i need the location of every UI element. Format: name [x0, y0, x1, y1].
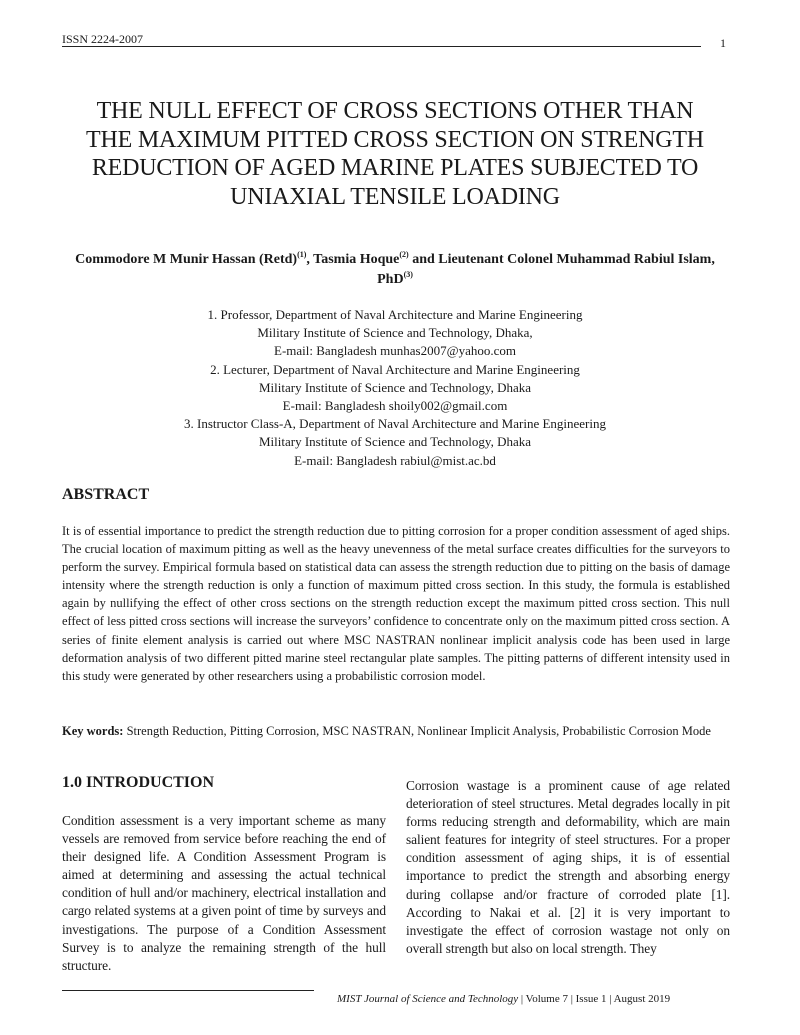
issn-header: ISSN 2224-2007 [62, 32, 144, 46]
affiliation-line: 1. Professor, Department of Naval Architecture and Marine Engineering [207, 307, 583, 322]
introduction-right-column: Corrosion wastage is a prominent cause of age related deterioration of steel structures. Metal degrades locally in pit forms reducing strength and deformability, which are main salient features for integrity of steel structures. For a proper condition assessment of aging ships, it is of essential importance to predict the strength and absorbing energy during collapse and/or fracture of corroded plate [1]. According to Nakai et al. [2] it is very important to investigate the effect of corrosion wastage not only on overall strength but also on local strength. They [406, 778, 730, 956]
author-separator: , [306, 252, 314, 267]
keywords-text: Strength Reduction, Pitting Corrosion, MSC NASTRAN, Nonlinear Implicit Analysis, Probabilistic Corrosion Mode [123, 724, 711, 738]
title-line: THE MAXIMUM PITTED CROSS SECTION ON STRENGTH [86, 126, 704, 153]
author-name: Lieutenant Colonel Muhammad Rabiul Islam, PhD [377, 252, 715, 287]
author-list [70, 250, 720, 290]
affiliations [90, 306, 700, 470]
abstract-text: It is of essential importance to predict the strength reduction due to pitting corrosion for a proper condition assessment of aged ships. The crucial location of maximum pitting as well as the heavy unevenness of the metal surface creates difficulties for the surveyors to perform the survey. Empirical formula based on statistical data can assess the strength reduction due to pitting on the basis of damage intensity where the strength reduction is only a function of maximum pitted cross section. In this study, the formula is established again by nullifying the effect of other cross sections on the strength reduction except the maximum pitted cross section. This null effect of less pitted cross sections will increase the surveyors’ confidence to concentrate only on the maximum pitted cross section. A series of finite element analysis is carried out where MSC NASTRAN nonlinear implicit analysis code has been used in large deformation analysis of two different pitted marine steel rectangular plate samples. The pitting patterns of different intensity used in this study were generated by other researchers using a probabilistic corrosion model. [62, 524, 730, 683]
footer-rule [62, 990, 314, 991]
introduction-heading: 1.0 INTRODUCTION [62, 774, 215, 791]
keywords-label: Key words: [62, 724, 124, 738]
page-number: 1 [720, 36, 726, 50]
author-name: Commodore M Munir Hassan (Retd) [75, 252, 298, 267]
affiliation-line: 2. Lecturer, Department of Naval Architecture and Marine Engineering [210, 361, 580, 377]
header-rule [62, 46, 701, 47]
affiliation-email: E-mail: Bangladesh shoily002@gmail.com [282, 398, 508, 414]
author-name: Tasmia Hoque [313, 252, 400, 267]
journal-issue-details: | Volume 7 | Issue 1 | August 2019 [518, 993, 671, 1005]
affiliation-line: Military Institute of Science and Technology, Dhaka, [257, 325, 533, 341]
title-line: REDUCTION OF AGED MARINE PLATES SUBJECTED TO [91, 155, 699, 181]
journal-name: MIST Journal of Science and Technology [337, 993, 519, 1005]
author-separator: and [408, 252, 439, 267]
author-affiliation-marker: (2) [399, 250, 409, 259]
author-affiliation-marker: (3) [403, 270, 413, 279]
author-affiliation-marker: (1) [297, 250, 307, 259]
keywords [62, 722, 730, 740]
affiliation-line: 3. Instructor Class-A, Department of Naval Architecture and Marine Engineering [184, 416, 606, 432]
affiliation-email: E-mail: Bangladesh munhas2007@yahoo.com [274, 343, 516, 359]
title-line: THE NULL EFFECT OF CROSS SECTIONS OTHER THAN [96, 98, 694, 124]
affiliation-email: E-mail: Bangladesh rabiul@mist.ac.bd [294, 452, 496, 468]
title-line: UNIAXIAL TENSILE LOADING [230, 183, 560, 210]
affiliation-line: Military Institute of Science and Technology, Dhaka [258, 434, 532, 450]
affiliation-line: Military Institute of Science and Technology, Dhaka [258, 379, 532, 395]
introduction-left-column: Condition assessment is a very important scheme as many vessels are removed from service before reaching the end of their designed life. A Condition Assessment Program is aimed at determining and assessing the actual technical condition of hull and/or machinery, electrical installation and cargo related systems at a given point of time by surveys and investigations. The purpose of a Condition Assessment Survey is to analyze the remaining strength of the hull structure. [62, 813, 386, 973]
journal-footer [337, 993, 730, 1005]
abstract-heading: ABSTRACT [62, 486, 150, 503]
paper-title [70, 97, 720, 211]
